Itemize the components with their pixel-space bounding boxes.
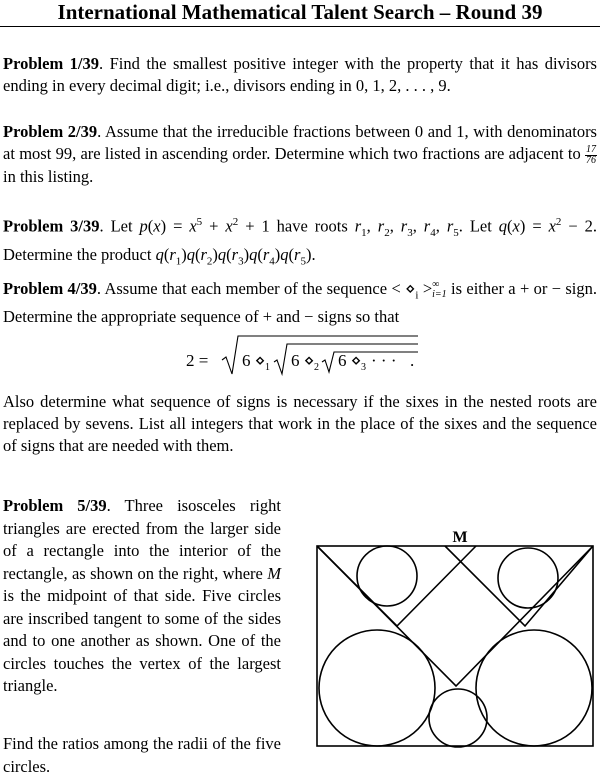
- roots-list: r: [354, 216, 362, 236]
- fraction-17-76: $\frac{17}{76}$: [586, 143, 596, 166]
- problem-5-question: Find the ratios among the radii of the five circles.: [3, 734, 281, 776]
- svg-text:6 ⋄: 6 ⋄: [291, 351, 315, 370]
- problem-5: Problem 5/39. Three isosceles right triangles are erected from the larger side of a rectangle into the interior of the rectangle, as shown on the right, where M is the midpoint of that side. Five circles are inscribed tangent to some of the sides and to one another as shown. One of the circles touches the vertex of the largest triangle.: [3, 496, 281, 695]
- left-triangle: [317, 546, 476, 626]
- problem-4: Problem 4/39. Assume that each member of the sequence < $⋄_i$ > ∞ i=1 is either a + or − sign. Determine the appropriate sequence of + and − signs so that: [3, 279, 597, 327]
- polynomial-q: q: [498, 216, 508, 236]
- svg-text:· · ·: · · ·: [371, 351, 397, 370]
- nested-radical-equation: [180, 330, 420, 378]
- bottom-left-circle: [319, 630, 435, 746]
- problem-4-label: Problem 4/39: [3, 279, 97, 298]
- svg-text:3: 3: [361, 362, 366, 373]
- rectangle: [317, 546, 593, 746]
- problem-1-text: . Find the smallest positive integer with the property that it has divisors ending in every decimal digit; i.e., divisors ending in 0, 1, 2, . . . , 9.: [3, 54, 597, 95]
- right-triangle: [445, 546, 593, 626]
- header-rule: [0, 26, 600, 27]
- problem-1-label: Problem 1/39: [3, 54, 99, 73]
- midpoint-label: M: [452, 529, 468, 546]
- svg-text:2 =: 2 =: [186, 351, 209, 370]
- svg-text:6 ⋄: 6 ⋄: [338, 351, 362, 370]
- problem-2-label: Problem 2/39: [3, 122, 98, 141]
- top-right-circle: [498, 548, 558, 608]
- problem-4-continuation: Also determine what sequence of signs is necessary if the sixes in the nested roots are replaced by sevens. List all integers that work in the place of the sixes and the sequence of signs that are needed with them.: [3, 392, 597, 455]
- problem-5-label: Problem 5/39: [3, 496, 107, 515]
- polynomial-p: p: [139, 216, 148, 236]
- problem-3-label: Problem 3/39: [3, 216, 100, 236]
- triangles-circles-figure: [312, 524, 598, 754]
- svg-text:1: 1: [265, 362, 270, 373]
- problem-2: [3, 121, 597, 188]
- bottom-right-circle: [476, 630, 592, 746]
- midpoint-variable: M: [267, 563, 281, 583]
- product-expression: q: [155, 244, 164, 264]
- svg-text:2: 2: [314, 362, 319, 373]
- svg-text:6 ⋄: 6 ⋄: [242, 351, 266, 370]
- problem-2-text-before: . Assume that the irreducible fractions between 0 and 1, with denominators at most 99, are listed in ascending order. Determine which two fractions are adjacent to: [3, 122, 597, 163]
- problem-1: [3, 53, 597, 97]
- problem-3: Problem 3/39. Let $p(x) = x^5 + x^2 + 1$ have roots $r_1$, $r_2$, $r_3$, $r_4$, $r_5$. Let $q(x) = x^2 - 2$. Determine the product $q(r_1)q(r_2)q(r_3)q(r_4)q(r_5)$.: [3, 216, 598, 268]
- top-left-circle: [357, 546, 417, 606]
- svg-text:.: .: [410, 351, 415, 370]
- problem-2-text-after: in this listing.: [3, 166, 94, 186]
- bottom-center-circle: [429, 689, 487, 747]
- sequence-notation: < $⋄_i$ > ∞ i=1: [391, 279, 447, 302]
- page-title: International Mathematical Talent Search – Round 39: [57, 0, 543, 24]
